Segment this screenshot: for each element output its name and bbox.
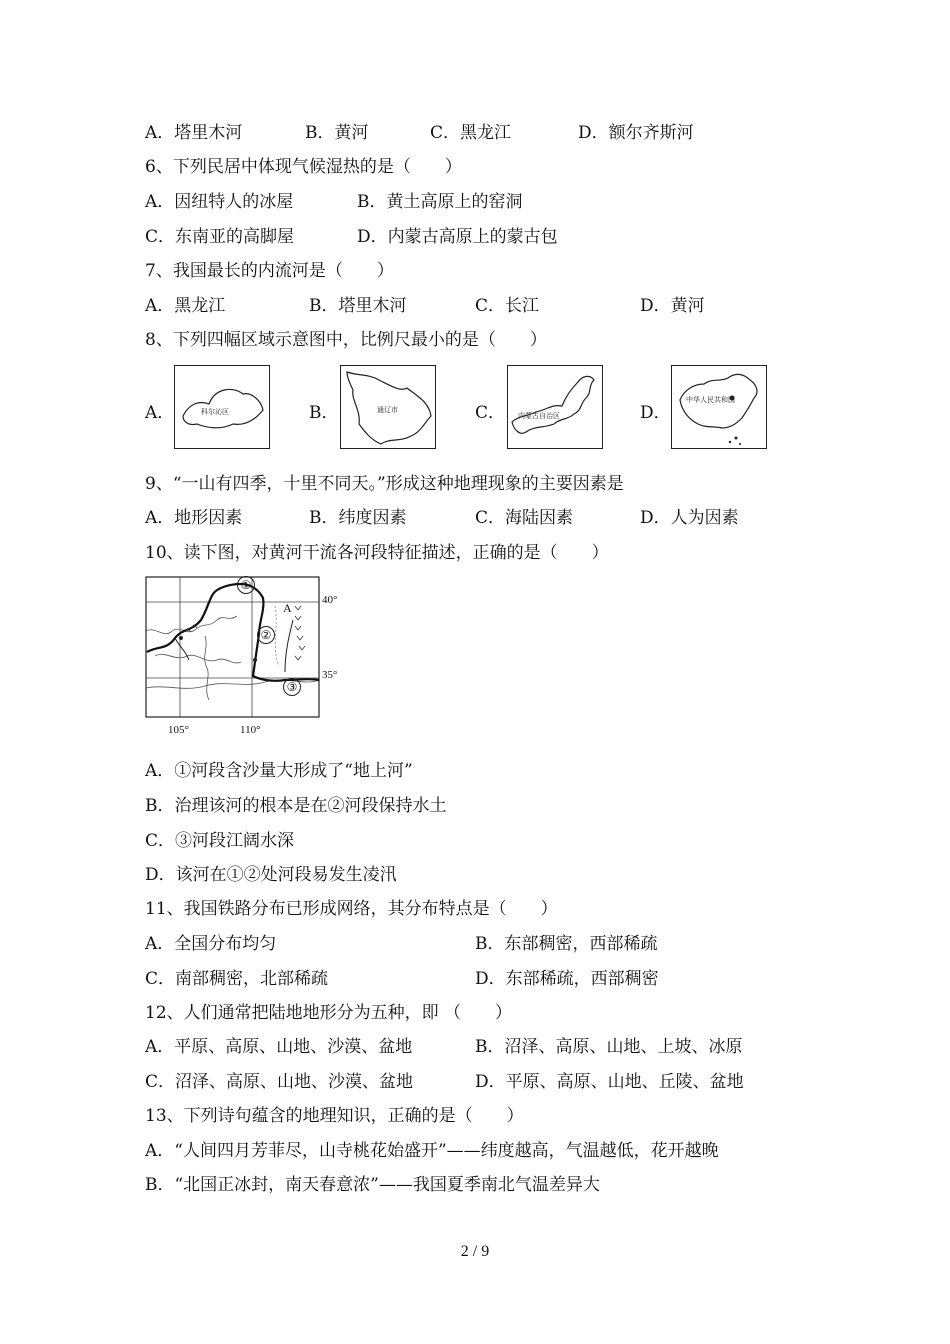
- q9-option-a: A．地形因素: [145, 508, 243, 528]
- q10-option-d: D．该河在①②处河段易发生凌汛: [145, 865, 397, 885]
- q11-stem: 11、我国铁路分布已形成网络，其分布特点是（ ）: [145, 899, 558, 919]
- q12-option-a: A．平原、高原、山地、沙漠、盆地: [145, 1037, 413, 1057]
- q13-option-a: A．“人间四月芳菲尽，山寺桃花始盛开”——纬度越高，气温越低，花开越晚: [145, 1141, 719, 1161]
- q12-option-c: C．沼泽、高原、山地、沙漠、盆地: [145, 1072, 414, 1092]
- q8-option-b-letter: B．: [309, 403, 339, 423]
- q10-yellow-river-map: [145, 576, 320, 721]
- q12-stem: 12、人们通常把陆地地形分为五种，即 （ ）: [145, 1003, 513, 1023]
- page-number: 2 / 9: [460, 1243, 490, 1260]
- q10-marker-3: ③: [283, 678, 301, 696]
- q8-map-b-label: 通辽市: [377, 406, 398, 414]
- q10-marker-a: A: [283, 601, 292, 615]
- q6-stem: 6、下列民居中体现气候湿热的是（ ）: [145, 157, 462, 177]
- q5-option-a: A．塔里木河: [145, 123, 243, 143]
- q13-stem: 13、下列诗句蕴含的地理知识，正确的是（ ）: [145, 1106, 524, 1126]
- q8-map-b: [340, 365, 436, 449]
- q6-option-a: A．因纽特人的冰屋: [145, 192, 294, 212]
- q10-lat-40: 40°: [322, 594, 338, 606]
- q10-map-drawing: [145, 576, 320, 721]
- q8-map-d-outline: [672, 366, 767, 449]
- q5-option-b: B．黄河: [305, 123, 369, 143]
- q11-option-b: B．东部稠密，西部稀疏: [475, 934, 658, 954]
- q10-stem: 10、读下图，对黄河干流各河段特征描述，正确的是（ ）: [145, 543, 609, 563]
- q8-stem: 8、下列四幅区域示意图中，比例尺最小的是（ ）: [145, 330, 547, 350]
- q5-option-c: C．黑龙江: [430, 123, 512, 143]
- q13-option-b: B．“北国正冰封，南天春意浓”——我国夏季南北气温差异大: [145, 1175, 600, 1195]
- q8-option-a-letter: A．: [145, 403, 175, 423]
- q12-option-b: B．沼泽、高原、山地、上坡、冰原: [475, 1037, 743, 1057]
- q7-option-b: B．塔里木河: [309, 296, 407, 316]
- q9-option-c: C．海陆因素: [475, 508, 574, 528]
- q7-option-d: D．黄河: [640, 296, 705, 316]
- q8-map-a-label: 科尔沁区: [201, 408, 229, 416]
- q8-option-c-letter: C．: [475, 403, 506, 423]
- q10-option-c: C．③河段江阔水深: [145, 831, 295, 851]
- q10-marker-1: ①: [237, 576, 255, 594]
- q7-option-c: C．长江: [475, 296, 540, 316]
- q6-option-c: C．东南亚的高脚屋: [145, 227, 295, 247]
- q7-stem: 7、我国最长的内流河是（ ）: [145, 261, 394, 281]
- q10-option-b: B．治理该河的根本是在②河段保持水土: [145, 796, 447, 816]
- q8-map-c: [507, 365, 603, 449]
- q6-option-b: B．黄土高原上的窑洞: [357, 192, 523, 212]
- q10-lat-35: 35°: [322, 669, 338, 681]
- q10-lon-110: 110°: [240, 724, 261, 736]
- q11-option-d: D．东部稀疏，西部稠密: [475, 969, 659, 989]
- q10-marker-2: ②: [257, 626, 275, 644]
- q5-option-d: D．额尔齐斯河: [578, 123, 694, 143]
- q10-lon-105: 105°: [168, 724, 189, 736]
- q8-map-c-outline: [508, 366, 603, 449]
- q8-map-d: [671, 365, 767, 449]
- q6-option-d: D．内蒙古高原上的蒙古包: [357, 227, 558, 247]
- q8-map-c-label: 内蒙古自治区: [518, 412, 560, 420]
- q11-option-c: C．南部稠密，北部稀疏: [145, 969, 329, 989]
- q9-option-d: D．人为因素: [640, 508, 739, 528]
- q8-option-d-letter: D．: [640, 403, 671, 423]
- q11-option-a: A．全国分布均匀: [145, 934, 277, 954]
- q12-option-d: D．平原、高原、山地、丘陵、盆地: [475, 1072, 744, 1092]
- q8-map-d-label: 中华人民共和国: [686, 396, 735, 404]
- q7-option-a: A．黑龙江: [145, 296, 226, 316]
- q10-option-a: A．①河段含沙量大形成了“地上河”: [145, 761, 413, 781]
- q8-map-a: [174, 365, 270, 449]
- q9-option-b: B．纬度因素: [309, 508, 407, 528]
- q9-stem: 9、“一山有四季，十里不同天。”形成这种地理现象的主要因素是: [145, 474, 624, 494]
